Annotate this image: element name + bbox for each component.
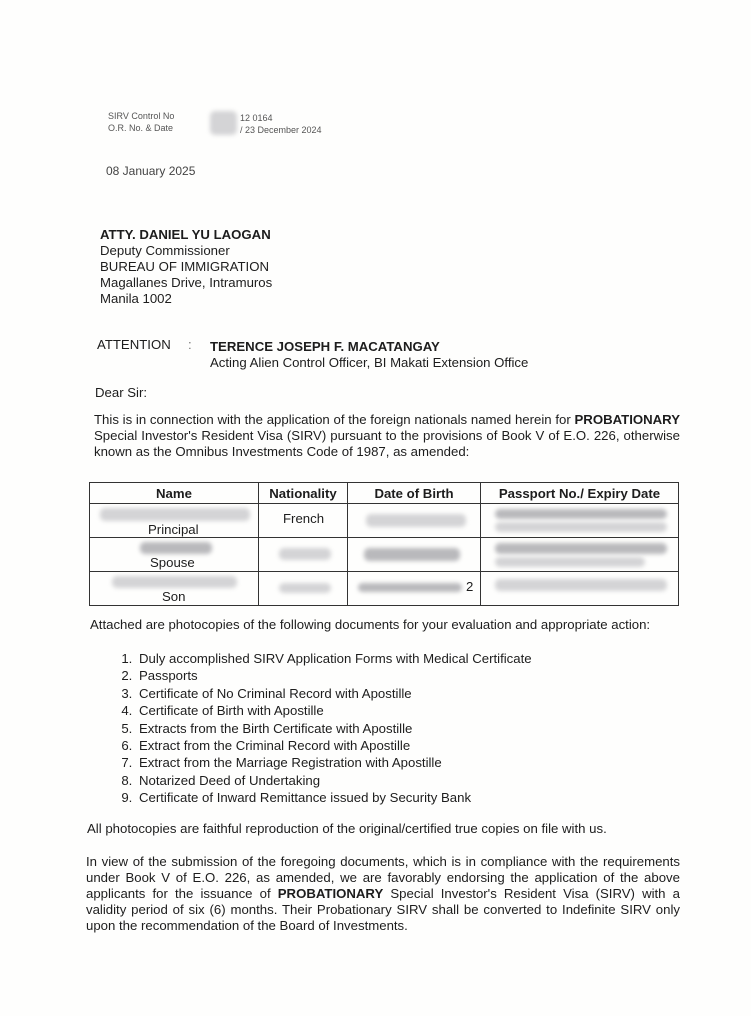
redacted-name [100, 508, 250, 521]
list-item: 9. Certificate of Inward Remittance issued by Security Bank [136, 789, 608, 806]
closing-probationary: PROBATIONARY [277, 886, 384, 901]
redacted-nationality [279, 583, 331, 593]
attention-separator: : [188, 337, 192, 352]
redacted-passport [495, 543, 667, 554]
list-item: 2. Passports [136, 667, 608, 684]
list-item: 4. Certificate of Birth with Apostille [136, 702, 608, 719]
nationality-value: French [283, 511, 325, 526]
dob-visible-digit: 2 [466, 579, 474, 594]
col-header-dob: Date of Birth [348, 483, 481, 504]
redacted-name [112, 576, 237, 588]
intro-text-2: Special Investor's Resident Visa (SIRV) pursuant to the provisions of Book V of E.O. 226, otherwise known as the Omnibus Investments Code of 1987, as amended: [94, 428, 680, 459]
control-no-value: 12 0164 [240, 113, 273, 123]
attention-label: ATTENTION [97, 337, 171, 352]
control-values [240, 112, 322, 136]
redacted-dob [364, 548, 460, 561]
name-cell [90, 538, 259, 572]
relation-label: Spouse [150, 555, 195, 570]
closing-text-1: In view of the submission of the foregoing documents, which is in compliance with the requirements under Book V of E.O. 226, as amended, we are favorably endorsing the application of the above applicants for the issuance of [86, 854, 680, 901]
redacted-dob [358, 583, 462, 592]
redacted-nationality [279, 548, 331, 560]
addressee-org: BUREAU OF IMMIGRATION [100, 259, 269, 274]
relation-label: Principal [148, 522, 199, 537]
dob-cell [348, 572, 481, 606]
table-header-row [90, 483, 679, 504]
documents-list [88, 650, 608, 807]
relation-label: Son [162, 589, 186, 604]
redacted-expiry [495, 522, 667, 532]
redacted-passport [495, 579, 667, 591]
table-row [90, 538, 679, 572]
control-no-label: SIRV Control No [108, 111, 175, 121]
addressee-street: Magallanes Drive, Intramuros [100, 275, 273, 290]
documents-list-wrap [88, 650, 608, 807]
col-header-name: Name [90, 483, 259, 504]
salutation: Dear Sir: [95, 385, 148, 400]
dob-cell [348, 538, 481, 572]
or-date-value: / 23 December 2024 [240, 125, 322, 135]
redacted-control-prefix [210, 111, 237, 135]
redacted-passport [495, 509, 667, 519]
list-item: 8. Notarized Deed of Undertaking [136, 772, 608, 789]
intro-text-1: This is in connection with the application of the foreign nationals named herein for [94, 412, 571, 427]
addressee-title: Deputy Commissioner [100, 243, 230, 258]
list-item: 5. Extracts from the Birth Certificate with Apostille [136, 720, 608, 737]
list-item: 7. Extract from the Marriage Registration with Apostille [136, 754, 608, 771]
redacted-dob [366, 514, 466, 527]
applicants-table [89, 482, 679, 606]
letter-date: 08 January 2025 [106, 164, 196, 178]
list-item: 3. Certificate of No Criminal Record with Apostille [136, 685, 608, 702]
attention-name: TERENCE JOSEPH F. MACATANGAY [210, 339, 440, 354]
addressee-block [100, 227, 272, 307]
redacted-expiry [495, 557, 645, 567]
name-cell [90, 572, 259, 606]
faithful-statement: All photocopies are faithful reproduction of the original/certified true copies on file with us. [87, 821, 607, 836]
attached-intro: Attached are photocopies of the following documents for your evaluation and appropriate action: [90, 617, 651, 632]
name-cell [90, 504, 259, 538]
control-labels [108, 110, 174, 134]
intro-probationary: PROBATIONARY [574, 412, 680, 427]
passport-cell [481, 504, 679, 538]
list-item: 6. Extract from the Criminal Record with Apostille [136, 737, 608, 754]
closing-text-2: Special Investor's Resident Visa (SIRV) with a validity period of six (6) months. Their Probationary SIRV shall be converted to Indefinite SIRV only upon the recommendation of the Board of Investments. [86, 886, 680, 933]
addressee-city: Manila 1002 [100, 291, 172, 306]
col-header-nationality: Nationality [259, 483, 348, 504]
table-row [90, 504, 679, 538]
dob-cell [348, 504, 481, 538]
attention-title: Acting Alien Control Officer, BI Makati Extension Office [210, 355, 529, 370]
col-header-passport: Passport No./ Expiry Date [481, 483, 679, 504]
addressee-name: ATTY. DANIEL YU LAOGAN [100, 227, 271, 242]
passport-cell [481, 538, 679, 572]
passport-cell [481, 572, 679, 606]
nationality-cell [259, 504, 348, 538]
applicants-table-wrap [89, 482, 679, 606]
nationality-cell [259, 538, 348, 572]
intro-paragraph [94, 412, 680, 460]
redacted-name [140, 542, 212, 554]
table-row [90, 572, 679, 606]
or-date-label: O.R. No. & Date [108, 123, 174, 133]
nationality-cell [259, 572, 348, 606]
list-item: 1. Duly accomplished SIRV Application Forms with Medical Certificate [136, 650, 608, 667]
closing-paragraph [86, 854, 680, 934]
